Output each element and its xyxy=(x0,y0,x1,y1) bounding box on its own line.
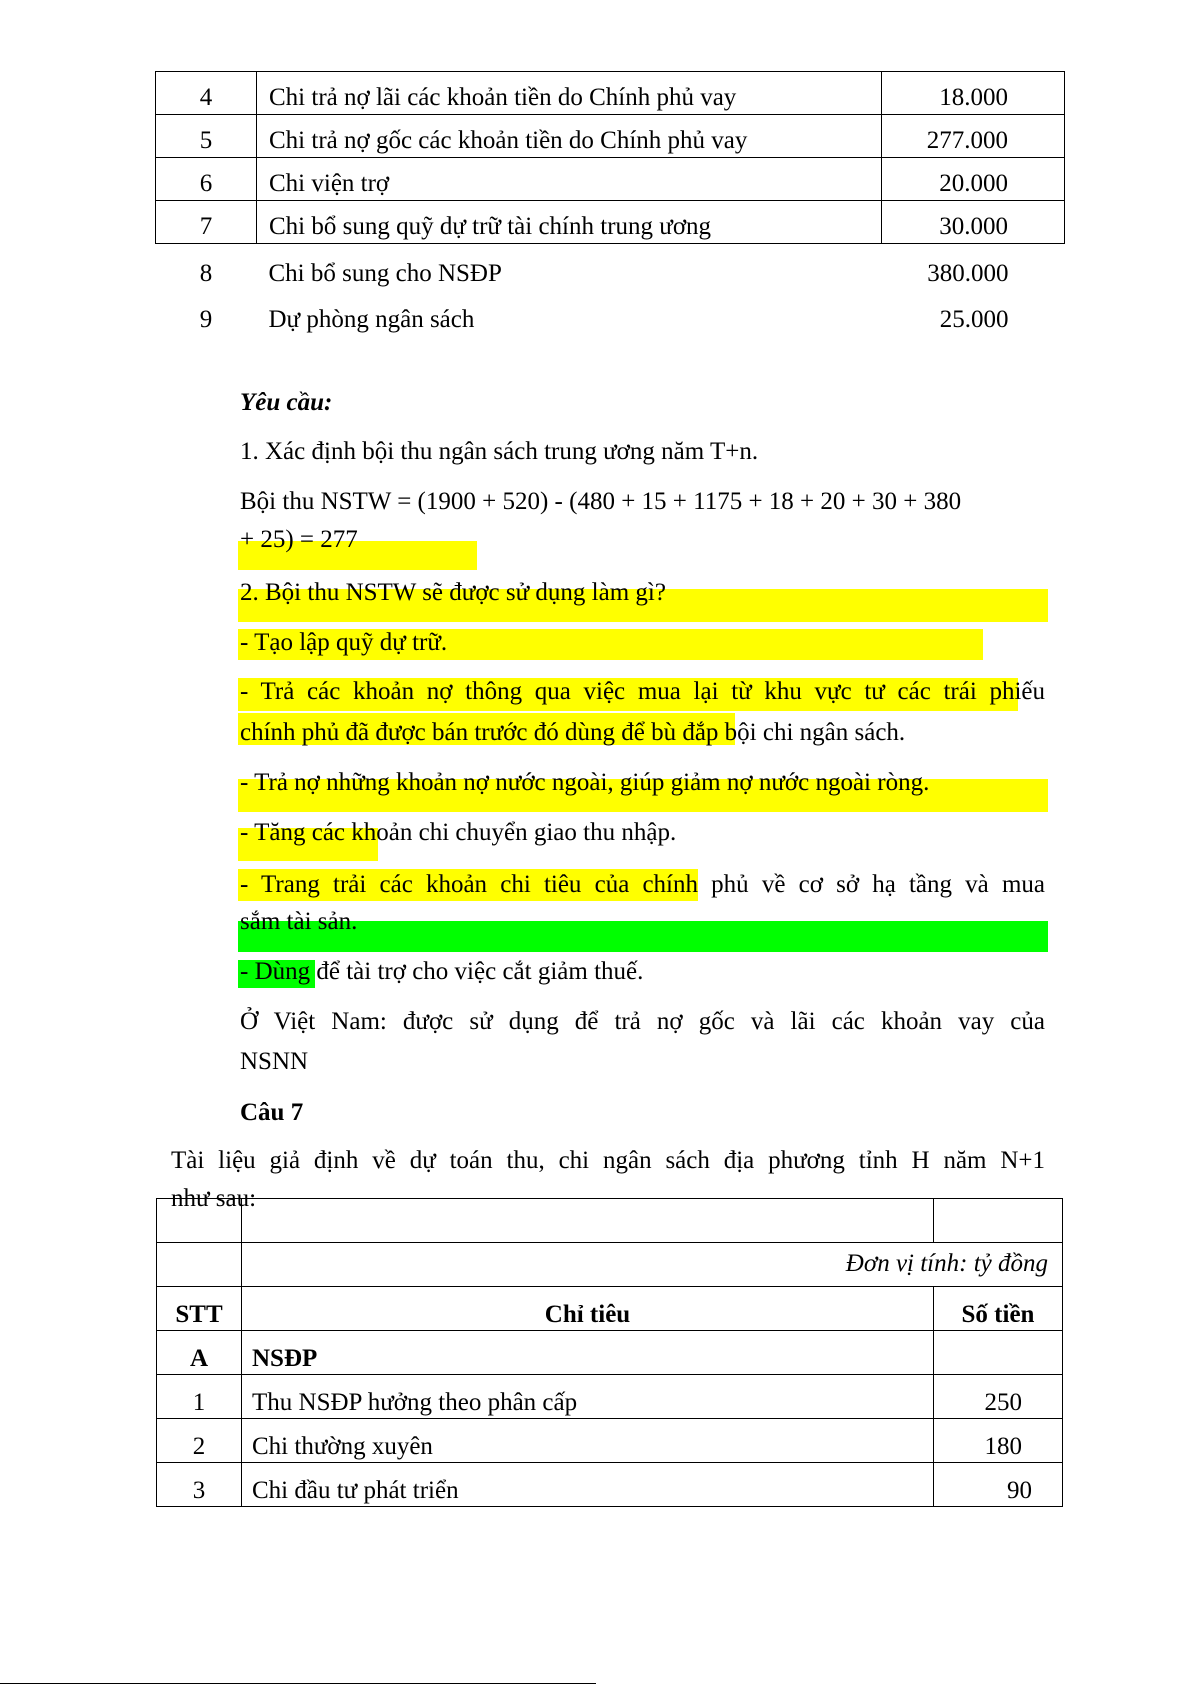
vietnam-note: NSNN xyxy=(240,1048,309,1075)
row-name: Chi trả nợ lãi các khoản tiền do Chính phủ vay xyxy=(257,72,882,115)
section-name: NSĐP xyxy=(242,1331,934,1375)
table-row xyxy=(157,1199,1063,1243)
row-name: Chi bổ sung cho NSĐP xyxy=(268,260,502,287)
unit-row xyxy=(157,1243,1063,1287)
answer-item: - Trả nợ những khoản nợ nước ngoài, giúp giảm nợ nước ngoài ròng. xyxy=(240,769,930,796)
header-stt: STT xyxy=(157,1287,242,1331)
vietnam-note: Ở Việt Nam: được sử dụng để trả nợ gốc và lãi các khoản vay của xyxy=(240,1008,1045,1035)
footnote-separator xyxy=(0,1683,596,1684)
answer-item: - Tạo lập quỹ dự trữ. xyxy=(240,629,448,656)
table-row xyxy=(156,115,1065,158)
table-row xyxy=(156,244,1065,291)
empty-cell xyxy=(934,1199,1063,1243)
empty-cell xyxy=(934,1331,1063,1375)
row-stt: 5 xyxy=(156,115,257,158)
requirements-heading: Yêu cầu: xyxy=(240,389,333,416)
row-amount: 380.000 xyxy=(927,260,1009,287)
row-name: Thu NSĐP hưởng theo phân cấp xyxy=(242,1375,934,1419)
intro-text: như sau: xyxy=(171,1185,257,1212)
row-stt: 9 xyxy=(199,306,213,333)
row-stt: 1 xyxy=(157,1375,242,1419)
table-row xyxy=(157,1463,1063,1507)
row-stt: 6 xyxy=(156,158,257,201)
row-amount: 90 xyxy=(934,1463,1063,1507)
row-amount: 20.000 xyxy=(882,158,1065,201)
header-row xyxy=(157,1287,1063,1331)
local-budget-table xyxy=(156,1198,1063,1507)
row-stt: 3 xyxy=(157,1463,242,1507)
row-amount: 18.000 xyxy=(882,72,1065,115)
section-stt: A xyxy=(157,1331,242,1375)
row-stt: 8 xyxy=(199,260,213,287)
row-amount: 30.000 xyxy=(882,201,1065,244)
row-name: Chi bổ sung quỹ dự trữ tài chính trung ương xyxy=(257,201,882,244)
section-row xyxy=(157,1331,1063,1375)
empty-cell xyxy=(157,1243,242,1287)
empty-cell xyxy=(157,1199,242,1243)
row-amount: 277.000 xyxy=(882,115,1065,158)
table-row xyxy=(156,201,1065,244)
question-1: 1. Xác định bội thu ngân sách trung ương năm T+n. xyxy=(240,438,759,465)
answer-item: sắm tài sản. xyxy=(240,908,358,935)
formula-line: Bội thu NSTW = (1900 + 520) - (480 + 15 + 1175 + 18 + 20 + 30 + 380 xyxy=(240,488,962,515)
row-amount: 180 xyxy=(934,1419,1063,1463)
table-row xyxy=(156,290,1065,336)
answer-item: - Trả các khoản nợ thông qua việc mua lại từ khu vực tư các trái phiếu xyxy=(240,678,1045,705)
header-amount: Số tiền xyxy=(934,1287,1063,1331)
row-name: Chi trả nợ gốc các khoản tiền do Chính phủ vay xyxy=(257,115,882,158)
empty-cell xyxy=(242,1199,934,1243)
question-2: 2. Bội thu NSTW sẽ được sử dụng làm gì? xyxy=(240,579,666,606)
row-amount: 250 xyxy=(934,1375,1063,1419)
row-amount: 25.000 xyxy=(939,306,1009,333)
highlight xyxy=(238,921,1048,952)
row-name: Chi thường xuyên xyxy=(242,1419,934,1463)
row-name: Chi viện trợ xyxy=(257,158,882,201)
unit-label: Đơn vị tính: tỷ đồng xyxy=(242,1243,1063,1287)
table-row xyxy=(156,72,1065,115)
header-name: Chỉ tiêu xyxy=(242,1287,934,1331)
answer-item: - Trang trải các khoản chi tiêu của chính phủ về cơ sở hạ tầng và mua xyxy=(240,871,1045,898)
formula-line: + 25) = 277 xyxy=(240,526,358,553)
budget-expenditure-table xyxy=(155,71,1065,336)
intro-text: Tài liệu giả định về dự toán thu, chi ngân sách địa phương tỉnh H năm N+1 xyxy=(171,1147,1045,1174)
table-row xyxy=(157,1375,1063,1419)
answer-item: - Tăng các khoản chi chuyển giao thu nhập. xyxy=(240,819,677,846)
row-stt: 2 xyxy=(157,1419,242,1463)
answer-item: chính phủ đã được bán trước đó dùng để bù đắp bội chi ngân sách. xyxy=(240,719,906,746)
row-name: Chi đầu tư phát triển xyxy=(242,1463,934,1507)
table-row xyxy=(157,1419,1063,1463)
row-name: Dự phòng ngân sách xyxy=(268,306,475,333)
row-stt: 4 xyxy=(156,72,257,115)
row-stt: 7 xyxy=(156,201,257,244)
question-heading: Câu 7 xyxy=(240,1099,304,1126)
table-row xyxy=(156,158,1065,201)
answer-item: - Dùng để tài trợ cho việc cắt giảm thuế. xyxy=(240,958,644,985)
